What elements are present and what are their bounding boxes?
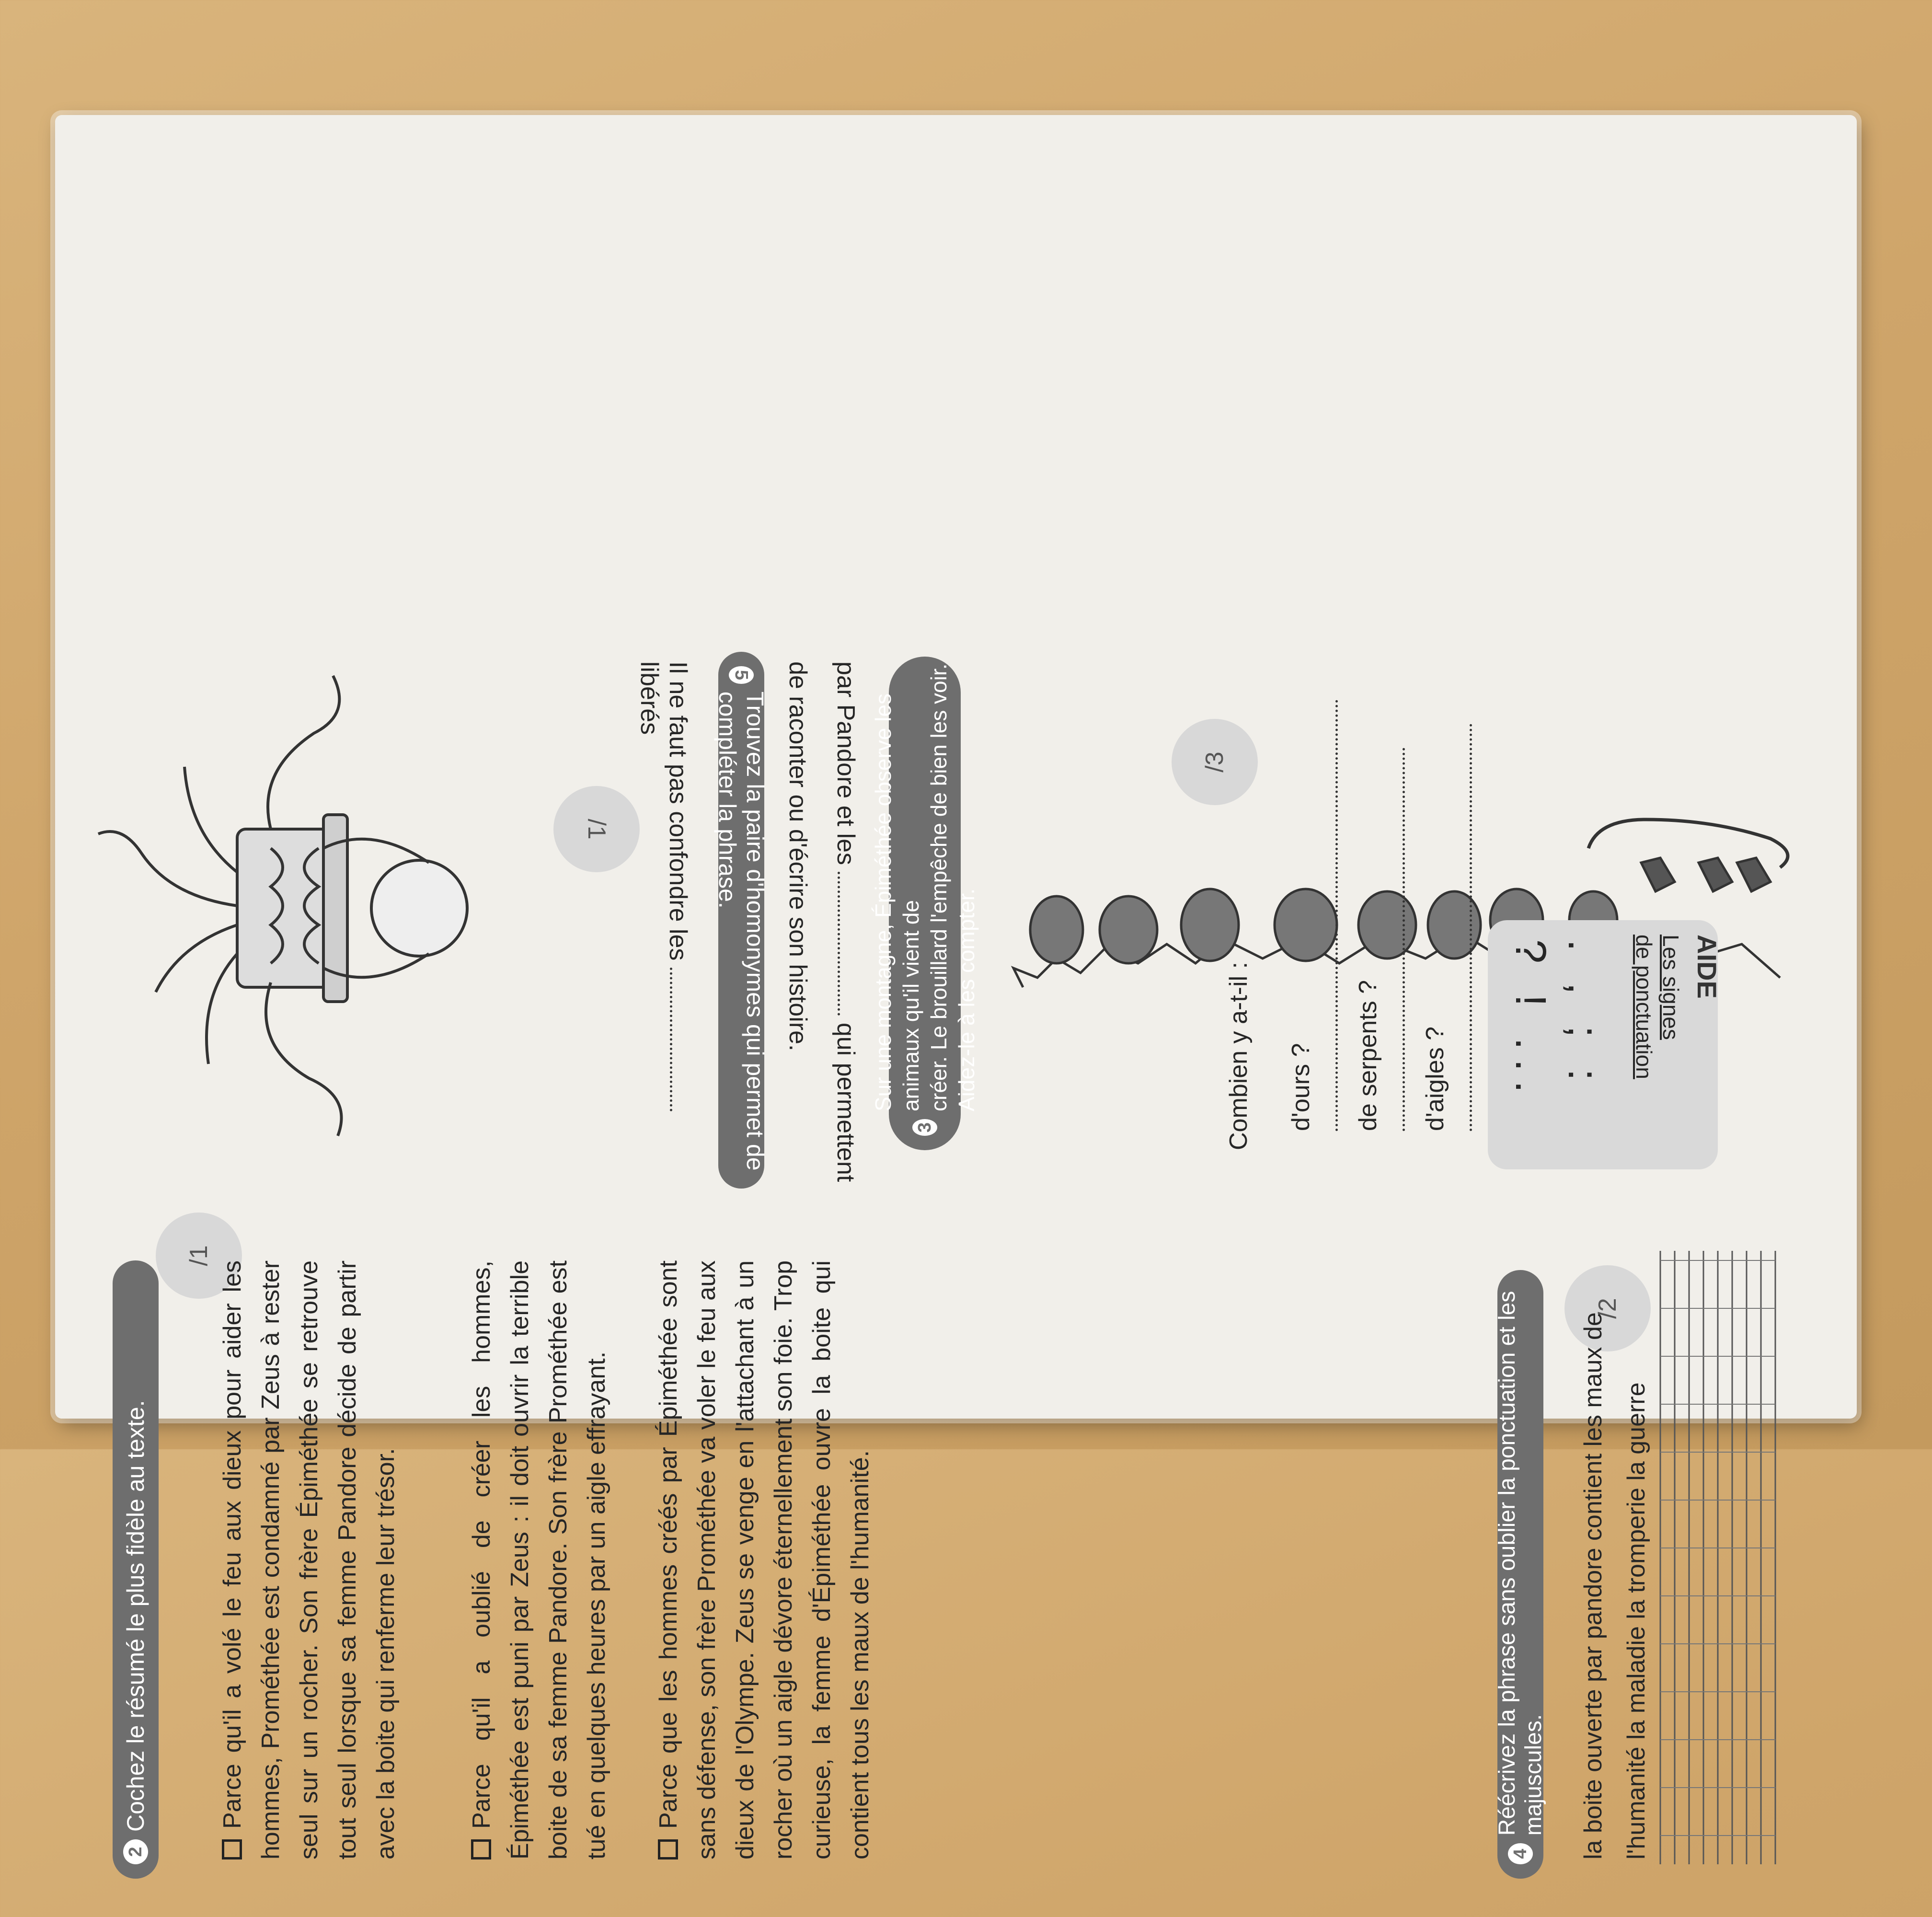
exercise-4-sentence-line-2: l'humanité la maladie la tromperie la guerre <box>1622 1382 1650 1859</box>
exercise-5-line-3: de raconter ou d'écrire son histoire. <box>784 661 812 1051</box>
exercise-5-title: Trouvez la paire d'homonymes qui permet de compléter la phrase. <box>714 691 769 1171</box>
exercise-3-banner <box>871 657 979 1150</box>
count-bears-input[interactable] <box>1318 700 1338 1131</box>
exercise-4-banner <box>1495 1270 1546 1879</box>
exercise-5-score: /1 <box>553 786 640 872</box>
count-bears <box>1287 613 1344 1131</box>
count-snakes <box>1354 613 1411 1131</box>
aide-title-line-2: de ponctuation <box>1632 935 1656 1079</box>
exercise-4-number: 4 <box>1508 1843 1533 1864</box>
exercise-4-title: Réécrivez la phrase sans oublier la ponctuation et les majuscules. <box>1495 1291 1546 1836</box>
count-eagles <box>1421 613 1478 1131</box>
exercise-5-block <box>635 652 769 1189</box>
exercise-5-number: 5 <box>729 666 754 684</box>
option-3[interactable] <box>649 1260 879 1859</box>
exercise-2-title: Cochez le résumé le plus fidèle au texte. <box>122 1400 149 1832</box>
exercise-2-number: 2 <box>123 1839 148 1864</box>
aide-title-line-1: Les signes <box>1658 935 1683 1040</box>
punctuation-signs-1: . , ; : <box>1559 939 1607 1091</box>
exercise-3-score: /3 <box>1172 719 1258 805</box>
aide-box <box>1488 920 1722 1169</box>
option-2[interactable] <box>462 1260 616 1859</box>
checkbox-icon[interactable] <box>471 1839 491 1859</box>
count-snakes-label: de serpents ? <box>1354 980 1382 1131</box>
exercise-4-sentence-line-1: la boite ouverte par pandore contient les maux de <box>1579 1312 1607 1859</box>
exercise-2-score: /1 <box>156 1213 242 1299</box>
worksheet-sheet <box>55 115 1857 1859</box>
aide-label: AIDE <box>1692 935 1722 999</box>
exercise-3-number: 3 <box>912 1119 937 1136</box>
count-snakes-input[interactable] <box>1385 748 1405 1131</box>
exercise-2-banner <box>113 1260 159 1879</box>
checkbox-icon[interactable] <box>222 1839 242 1859</box>
line-2-text-b: qui permettent <box>832 1022 860 1182</box>
aide-title <box>1631 935 1684 1079</box>
count-eagles-input[interactable] <box>1452 724 1472 1131</box>
option-1-text: Parce qu'il a volé le feu aux dieux pour aider les hommes, Prométhée est condamné par Zeus à rester seul sur un rocher. Son frère Épiméthée se retrouve tout seul lorsque sa femme Pandore décide de partir avec la boite qui renferme leur trésor. <box>218 1260 400 1859</box>
punctuation-signs-2: ? ! ... <box>1506 939 1554 1103</box>
line-1-text-a: Il ne faut pas confondre les <box>664 661 692 961</box>
count-eagles-label: d'aigles ? <box>1421 1026 1449 1131</box>
pandora-box-illustration <box>108 647 539 1150</box>
exercise-5-lines <box>764 652 860 1189</box>
option-2-text: Parce qu'il a oublié de créer les hommes, Épiméthée est puni par Zeus : il doit ouvrir la terrible boite de sa femme Pandore. Son frère Prométhée est tué en quelques heures par un aigle effrayant. <box>468 1260 610 1859</box>
count-bears-label: d'ours ? <box>1287 1043 1315 1131</box>
line-1-text-b: libérés <box>635 661 663 735</box>
checkbox-icon[interactable] <box>658 1839 678 1859</box>
writing-grid[interactable] <box>1656 1251 1785 1864</box>
option-3-text: Parce que les hommes créés par Épiméthée sont sans défense, son frère Prométhée va voler le feu aux dieux de l'Olympe. Zeus se venge en l'attachant à un rocher où un aigle dévore éternellement son foie. Trop curieuse, la femme d'Épiméthée ouvre la boite qui contient tous les maux de l'humanité. <box>655 1260 874 1859</box>
exercise-4-score: /2 <box>1564 1265 1651 1351</box>
option-1[interactable] <box>213 1260 405 1859</box>
answer-blank-2[interactable] <box>838 872 857 1016</box>
exercise-5-line-2 <box>831 661 860 1189</box>
line-2-text-a: par Pandore et les <box>832 661 860 865</box>
exercise-3-title <box>869 657 980 1111</box>
answer-blank-1[interactable] <box>670 968 690 1111</box>
exercise-3-title-line-2: créer. Le brouillard l'empêche de bien les voir. Aidez-le à les compter. <box>926 663 979 1111</box>
exercise-5-banner <box>714 652 769 1189</box>
exercise-3-title-line-1: Sur une montagne, Épiméthée observe les animaux qu'il vient de <box>871 693 923 1111</box>
exercise-3-question: Combien y a-t-il : <box>1225 962 1253 1150</box>
worksheet-page <box>55 613 1857 1917</box>
exercise-5-line-1 <box>635 661 692 1189</box>
